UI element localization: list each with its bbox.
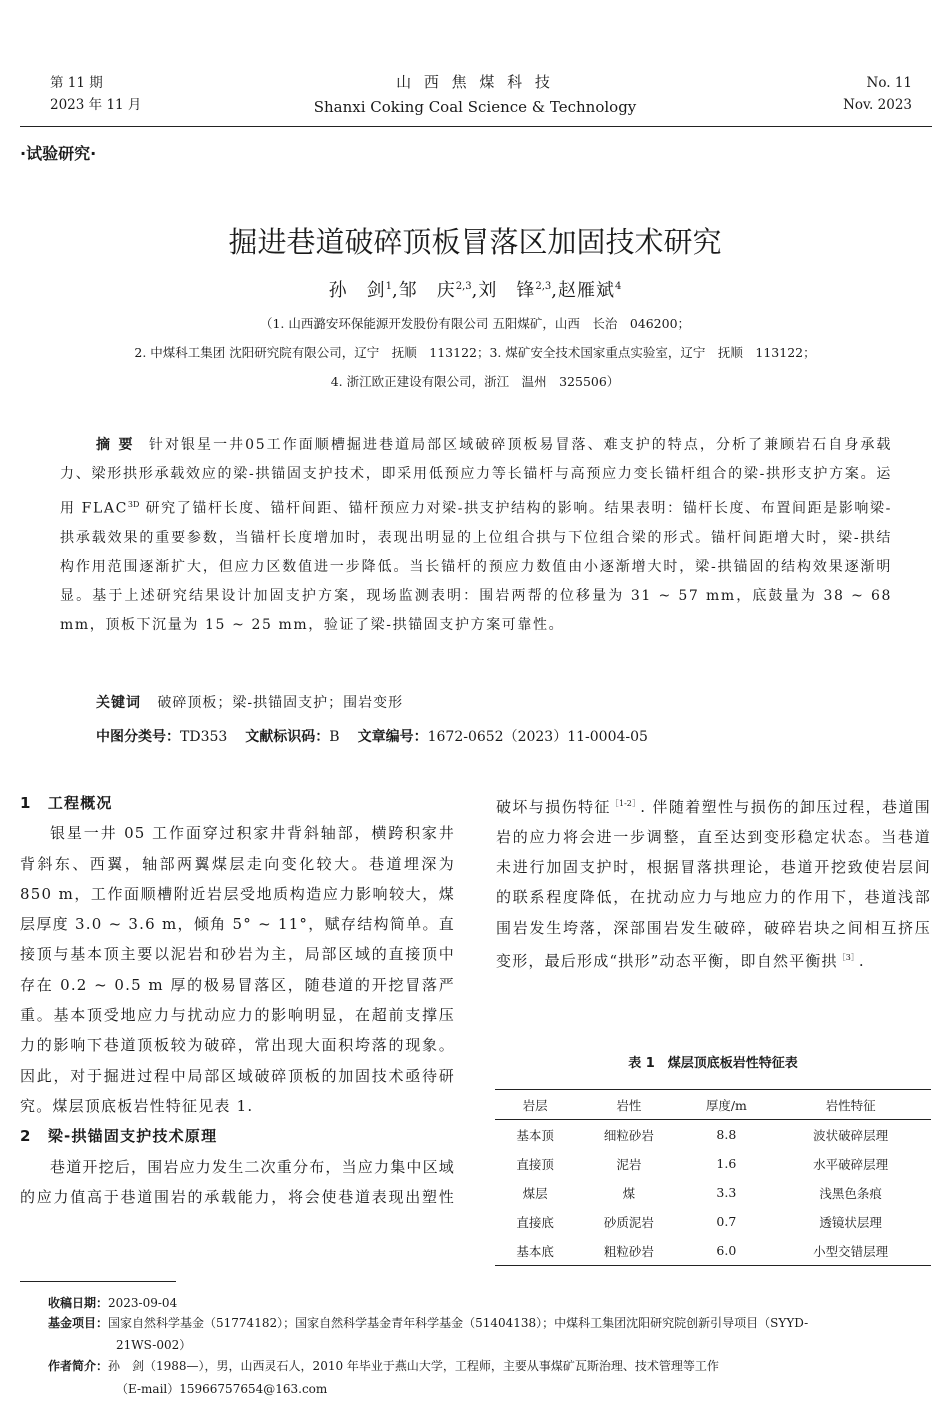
- citation: ［3］: [837, 953, 859, 963]
- abstract: [60, 431, 892, 641]
- abstract-label: 摘要: [96, 437, 141, 453]
- body-left-column: [20, 788, 455, 1212]
- issue-number-en: No. 11: [866, 75, 912, 91]
- header-issue-right: [843, 72, 912, 116]
- section-heading: 2 梁-拱锚固支护技术原理: [20, 1127, 218, 1146]
- table-cell: 8.8: [716, 1127, 737, 1142]
- author-name: 邹 庆: [398, 280, 456, 301]
- classification-line: [96, 726, 648, 746]
- doc-code-value: B: [329, 729, 340, 745]
- table-cell: 波状破碎层理: [813, 1127, 889, 1143]
- table-cell: 细粒砂岩: [603, 1127, 654, 1143]
- author-name: 刘 锋: [478, 280, 536, 301]
- article-number-value: 1672-0652（2023）11-0004-05: [427, 729, 648, 745]
- footnote-divider: [20, 1281, 176, 1282]
- table-cell: 浅黑色条痕: [819, 1185, 882, 1201]
- paper-title: 掘进巷道破碎顶板冒落区加固技术研究: [228, 225, 722, 259]
- body-right-column: [496, 788, 931, 1031]
- table-header-cell: 厚度/m: [705, 1097, 747, 1113]
- author-intro-label: 作者简介：: [48, 1359, 109, 1373]
- table-cell: 小型交错层理: [813, 1243, 889, 1259]
- doc-code-label: 文献标识码：: [245, 729, 330, 745]
- author-affil-mark: 2,3: [535, 281, 552, 292]
- author-list: 孙 剑$^1$,邹 庆$^{2,3}$,刘 锋$^{2,3}$,赵雁斌$^4$: [328, 280, 622, 301]
- table-header-cell: 岩性: [616, 1097, 642, 1113]
- clc-value: TD353: [180, 729, 228, 745]
- table-header-row: [495, 1090, 931, 1120]
- fund-label: 基金项目：: [48, 1316, 109, 1330]
- table-cell: 煤: [622, 1185, 636, 1201]
- body-text: .: [858, 952, 865, 971]
- author-affil-mark: 4: [615, 281, 622, 292]
- table-row: [495, 1120, 931, 1150]
- table-caption: 表 1 煤层顶底板岩性特征表: [628, 1056, 798, 1071]
- table-cell: 煤层: [522, 1185, 548, 1201]
- table-cell: 砂质泥岩: [603, 1214, 654, 1230]
- rock-property-table: [495, 1089, 931, 1266]
- received-date: 2023-09-04: [108, 1296, 178, 1310]
- table-cell: 直接顶: [516, 1156, 554, 1172]
- table-row: [495, 1178, 931, 1207]
- issue-date: 2023 年 11 月: [50, 97, 142, 113]
- body-text: 破坏与损伤特征: [496, 797, 611, 816]
- journal-name: [0, 70, 950, 120]
- author-name: 孙 剑: [328, 280, 386, 301]
- paragraph-continuation: [496, 788, 931, 1031]
- table-cell: 基本顶: [516, 1127, 554, 1143]
- footnote-received: [48, 1293, 177, 1313]
- section-heading: 1 工程概况: [20, 794, 113, 812]
- table-header-cell: 岩性特征: [825, 1097, 876, 1113]
- affiliation-line: 2. 中煤科工集团 沈阳研究院有限公司，辽宁 抚顺 113122；3. 煤矿安全技术国家重点实验室，辽宁 抚顺 113122；: [134, 345, 816, 360]
- abstract-superscript: 3D: [127, 499, 140, 509]
- header-divider: [20, 126, 932, 127]
- keywords-text: 破碎顶板；梁-拱锚固支护；围岩变形: [157, 695, 404, 711]
- table-cell: 直接底: [516, 1214, 554, 1230]
- journal-name-cn: 山 西 焦 煤 科 技: [396, 73, 554, 91]
- author-intro-text: 孙 剑（1988—），男，山西灵石人，2010 年毕业于燕山大学，工程师，主要从事煤矿瓦斯治理、技术管理等工作: [108, 1359, 719, 1373]
- table-cell: 粗粒砂岩: [603, 1243, 654, 1259]
- body-paragraph: 银星一井 05 工作面穿过积家井背斜轴部，横跨积家井背斜东、西翼，轴部两翼煤层走向变化较大。巷道埋深为 850 m，工作面顺槽附近岩层受地质构造应力影响较大，煤层厚度 3.0 ~ 3.6 m，倾角 5° ~ 11°，赋存结构简单。直接顶与基本顶主要以泥岩和砂岩为主，局部区域的直接顶中存在 0.2 ~ 0.5 m 厚的极易冒落区，随巷道的开挖冒落严重。基本顶受地应力与扰动应力的影响明显，在超前支撑压力的影响下巷道顶板较为破碎，常出现大面积垮落的现象。因此，对于掘进过程中局部区域破碎顶板的加固技术亟待研究。煤层顶底板岩性特征见表 1.: [20, 824, 455, 1115]
- journal-name-en: Shanxi Coking Coal Science & Technology: [313, 98, 637, 116]
- abstract-text: 研究了锚杆长度、锚杆间距、锚杆预应力对梁-拱支护结构的影响。结果表明：锚杆长度、布置间距是影响梁-拱承载效果的重要参数，当锚杆长度增加时，表现出明显的上位组合拱与下位组合梁的形式。锚杆间距增大时，梁-拱结构作用范围逐渐扩大，但应力区数值进一步降低。当长锚杆的预应力数值由小逐渐增大时，梁-拱锚固的结构效果逐渐明显。基于上述研究结果设计加固支护方案，现场监测表明：围岩两帮的位移量为 31 ~ 57 mm，底鼓量为 38 ~ 68 mm，顶板下沉量为 15 ~ 25 mm，验证了梁-拱锚固支护方案可靠性。: [60, 500, 892, 634]
- table-header-cell: 岩层: [522, 1097, 548, 1113]
- table-cell: 水平破碎层理: [813, 1156, 889, 1172]
- body-text: . 伴随着塑性与损伤的卸压过程，巷道围岩的应力将会进一步调整，直至达到变形稳定状态。当巷道未进行加固支护时，根据冒落拱理论，巷道开挖致使岩层间的联系程度降低，在扰动应力与地应力的作用下，巷道浅部围岩发生垮落，深部围岩发生破碎，破碎岩块之间相互挤压变形，最后形成“拱形”动态平衡，即自然平衡拱: [496, 797, 931, 971]
- keywords-label: 关键词: [96, 695, 141, 711]
- affiliation-line: （1. 山西潞安环保能源开发股份有限公司 五阳煤矿，山西 长治 046200；: [259, 316, 691, 331]
- table-cell: 基本底: [516, 1243, 554, 1259]
- table-row: [495, 1207, 931, 1236]
- author-name: 赵雁斌: [558, 280, 615, 301]
- table-cell: 0.7: [716, 1214, 737, 1229]
- table-cell: 6.0: [716, 1243, 737, 1258]
- table-row: [495, 1236, 931, 1266]
- issue-number: 第 11 期: [50, 75, 103, 91]
- keywords: [96, 692, 403, 712]
- footnote-fund: [48, 1313, 932, 1333]
- table-cell: 1.6: [716, 1156, 737, 1171]
- table-cell: 3.3: [716, 1185, 737, 1200]
- body-paragraph: 巷道开挖后，围岩应力发生二次重分布，当应力集中区域的应力值高于巷道围岩的承载能力，将会使巷道表现出塑性: [20, 1157, 455, 1206]
- article-number-label: 文章编号：: [357, 729, 428, 745]
- author-email: （E-mail）15966757654@163.com: [116, 1382, 328, 1396]
- author-affil-mark: 2,3: [455, 281, 472, 292]
- table-row: [495, 1149, 931, 1178]
- table-cell: 泥岩: [616, 1156, 642, 1172]
- footnote-author: [48, 1356, 932, 1376]
- issue-date-en: Nov. 2023: [843, 97, 912, 113]
- author-affil-mark: 1: [385, 281, 392, 292]
- fund-text: 国家自然科学基金（51774182）；国家自然科学基金青年科学基金（51404138）；中煤科工集团沈阳研究院创新引导项目（SYYD-: [108, 1316, 809, 1330]
- table-cell: 透镜状层理: [819, 1214, 882, 1230]
- clc-label: 中图分类号：: [96, 729, 180, 745]
- citation: ［1-2］: [610, 798, 641, 808]
- affiliation-line: 4. 浙江欧正建设有限公司，浙江 温州 325506）: [330, 374, 620, 389]
- section-tag: ·试验研究·: [20, 144, 97, 163]
- received-label: 收稿日期：: [48, 1296, 109, 1310]
- footnote-fund-cont: 21WS-002）: [116, 1338, 192, 1352]
- abstract-text: 针对银星一井05工作面顺槽掘进巷道局部区域破碎顶板易冒落、难支护的特点，分析了兼顾岩石自身承载力、梁形拱形承载效应的梁-拱锚固支护技术，即采用低预应力等长锚杆与高预应力变长锚杆组合的梁-拱形支护方案。运用 FLAC: [60, 437, 893, 517]
